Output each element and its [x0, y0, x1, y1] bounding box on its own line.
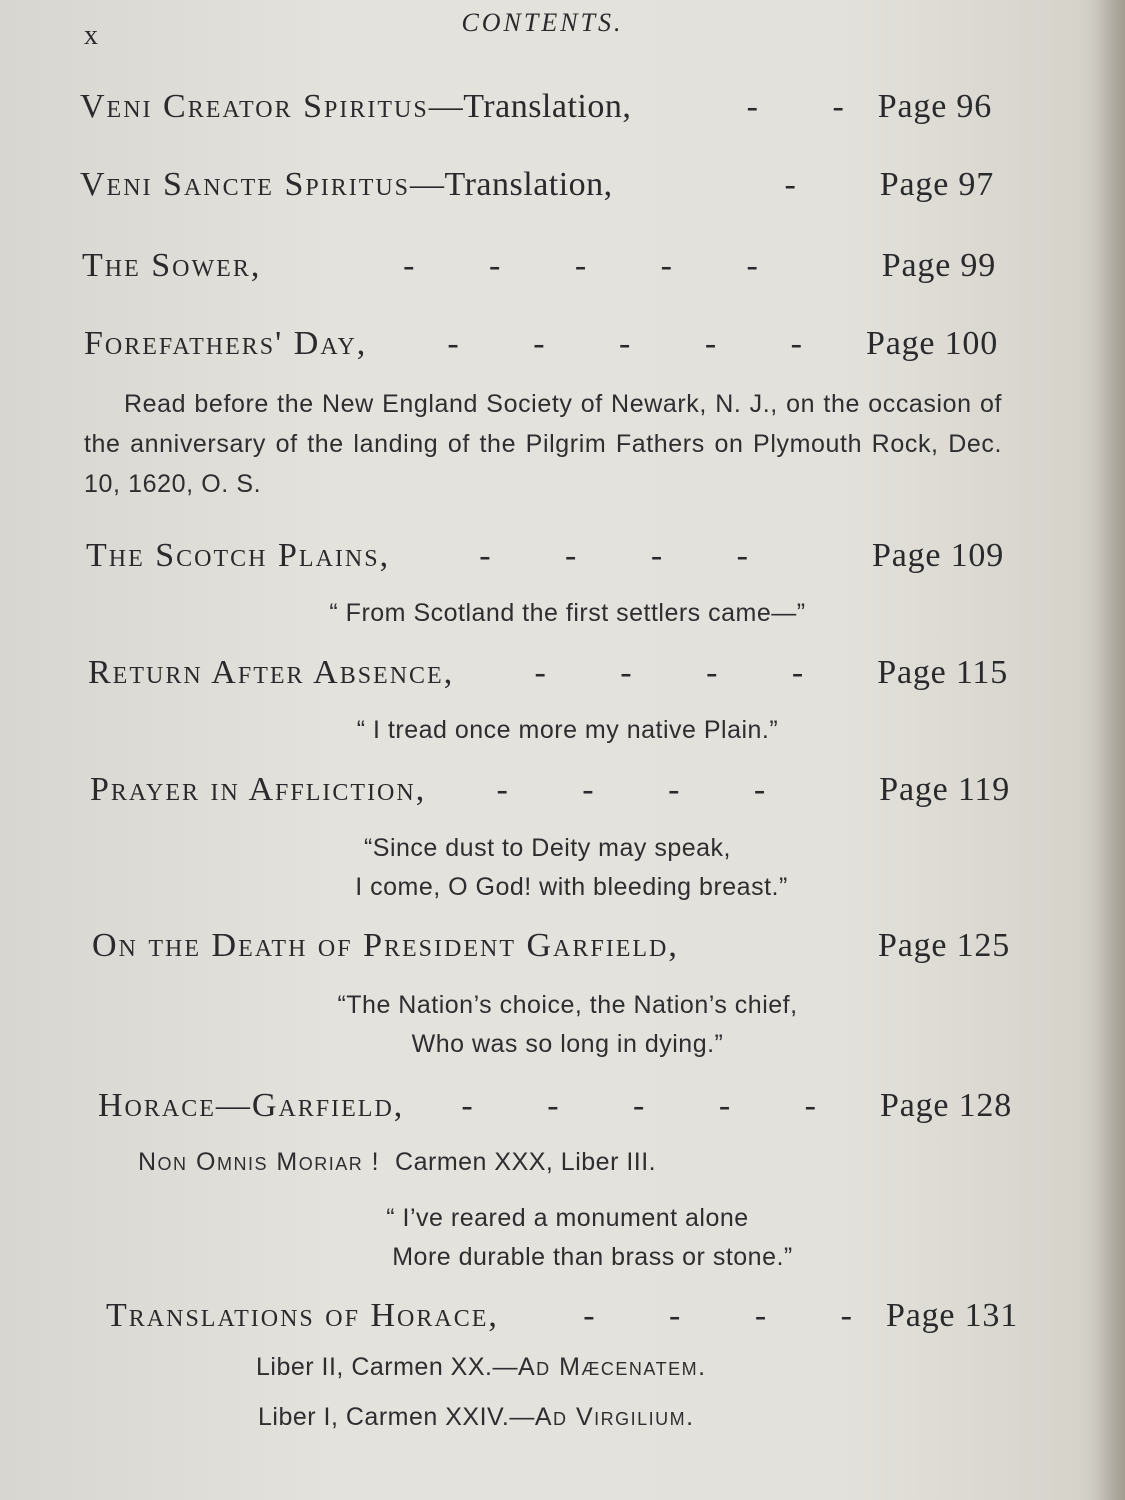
- entry-title-suffix: —Translation,: [428, 88, 632, 125]
- sub-entry-plain: Liber II, Carmen XX.—: [256, 1353, 518, 1381]
- entry-page: Page 119: [879, 771, 1010, 808]
- toc-entry-return-after-absence: [88, 654, 1008, 692]
- epigraph-line: I come, O God! with bleeding breast.”: [355, 873, 788, 901]
- sub-entry: [256, 1353, 707, 1382]
- epigraph-line: “The Nation’s choice, the Nation’s chief,: [337, 991, 798, 1019]
- epigraph: [0, 986, 1125, 1064]
- entry-page: Page 131: [886, 1297, 1018, 1334]
- entry-description: Read before the New England Society of Newark, N. J., on the occasion of the anniversary of the landing of the Pilgrim Fathers on Plymouth Rock, Dec. 10, 1620, O. S.: [84, 390, 1002, 498]
- toc-entry-scotch-plains: [86, 537, 1004, 575]
- toc-entry-forefathers-day: [84, 325, 998, 363]
- entry-page: Page 99: [881, 247, 996, 284]
- entry-title: Forefathers' Day,: [84, 325, 368, 362]
- entry-page: Page 128: [880, 1087, 1012, 1124]
- entry-page: Page 109: [872, 537, 1004, 574]
- sub-entry-caps: Ad Virgilium.: [534, 1403, 695, 1431]
- entry-title: Veni Creator Spiritus: [80, 88, 429, 125]
- dot-leaders: - - - -: [583, 1297, 866, 1334]
- epigraph-line: Who was so long in dying.”: [411, 1030, 724, 1058]
- dot-leaders: - - - - -: [403, 247, 772, 284]
- entry-title: Translations of Horace,: [106, 1297, 499, 1334]
- epigraph: [0, 1199, 1125, 1277]
- subtitle-plain: Carmen XXX, Liber III.: [395, 1148, 657, 1176]
- dot-leaders: - - - - -: [447, 325, 816, 362]
- epigraph-line: “Since dust to Deity may speak,: [363, 834, 732, 862]
- dot-leaders: - -: [746, 88, 858, 125]
- epigraph: [0, 594, 1125, 633]
- entry-title: Veni Sancte Spiritus: [80, 166, 411, 203]
- entry-title-suffix: —Translation,: [410, 166, 613, 203]
- running-head: CONTENTS.: [461, 8, 624, 37]
- toc-entry-death-of-garfield: [92, 927, 1010, 965]
- toc-entry-prayer-in-affliction: [90, 771, 1010, 809]
- sub-entry-caps: Ad Mæcenatem.: [517, 1353, 707, 1381]
- sub-entry: [258, 1403, 695, 1432]
- entry-page: Page 100: [866, 325, 998, 362]
- toc-entry-translations-of-horace: [106, 1297, 1018, 1335]
- entry-page: Page 125: [878, 927, 1010, 964]
- toc-entry-veni-creator: [80, 88, 992, 126]
- entry-page: Page 115: [877, 654, 1008, 691]
- dot-leaders: -: [784, 166, 810, 203]
- dot-leaders: - - - -: [479, 537, 762, 574]
- epigraph-line: More durable than brass or stone.”: [392, 1243, 793, 1271]
- epigraph-line: “ From Scotland the first settlers came—”: [329, 599, 806, 627]
- subtitle-caps: Non Omnis Moriar !: [138, 1148, 381, 1176]
- epigraph-line: “ I tread once more my native Plain.”: [356, 716, 779, 744]
- entry-subtitle: [138, 1148, 656, 1177]
- page-number: x: [84, 20, 99, 51]
- dot-leaders: - - - -: [534, 654, 818, 691]
- entry-title: Return After Absence,: [88, 654, 455, 691]
- entry-page: Page 96: [877, 88, 992, 125]
- toc-entry-the-sower: [82, 247, 996, 285]
- toc-entry-horace-garfield: [98, 1087, 1012, 1125]
- entry-title: The Sower,: [82, 247, 262, 284]
- entry-page: Page 97: [879, 166, 994, 203]
- entry-title: Prayer in Affliction,: [90, 771, 427, 808]
- sub-entry-plain: Liber I, Carmen XXIV.—: [258, 1403, 535, 1431]
- toc-entry-veni-sancte: [80, 166, 994, 204]
- dot-leaders: - - - -: [496, 771, 780, 808]
- dot-leaders: - - - - -: [461, 1087, 830, 1124]
- entry-title: Horace—Garfield,: [98, 1087, 405, 1124]
- entry-title: On the Death of President Garfield,: [92, 927, 679, 964]
- entry-title: The Scotch Plains,: [86, 537, 391, 574]
- epigraph: [0, 711, 1125, 750]
- epigraph: [0, 829, 1125, 907]
- epigraph-line: “ I’ve reared a monument alone: [386, 1204, 749, 1232]
